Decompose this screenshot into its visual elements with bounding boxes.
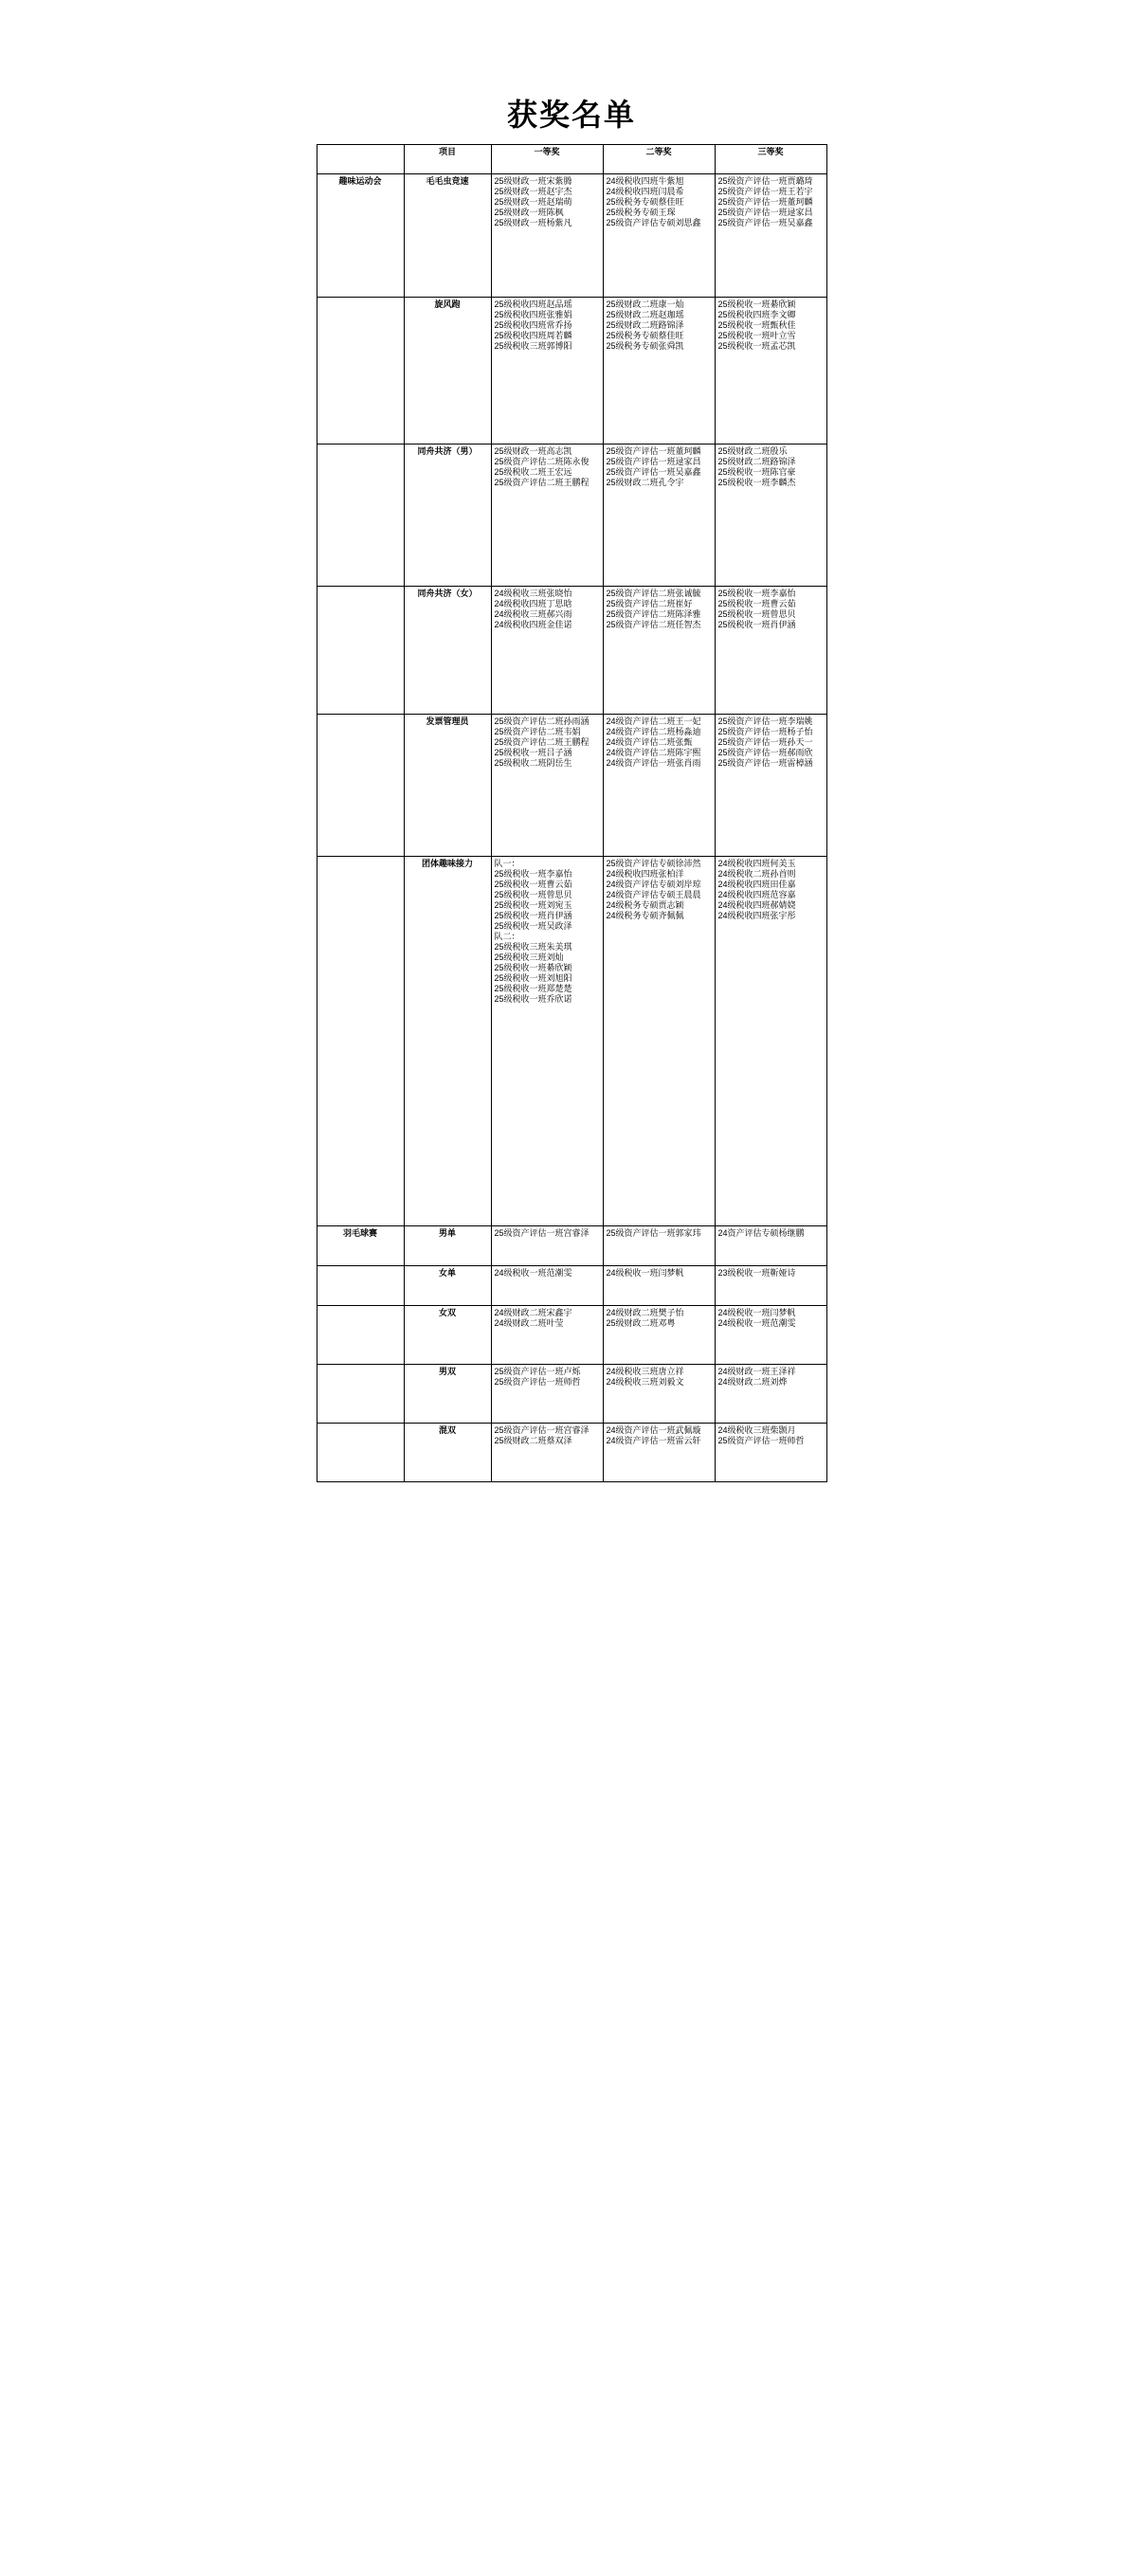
winner-name: 25级税收一班李嘉怡 [494, 868, 572, 879]
winner-name: 25级税收一班郑楚楚 [494, 983, 572, 993]
winner-name: 25级财政二班赵珈瑶 [606, 309, 684, 319]
cell-event: 女双 [404, 1306, 491, 1365]
cell-second-prize [603, 1424, 715, 1482]
winner-name: 25级税务专硕蔡佳旺 [606, 330, 684, 340]
winner-name: 队一： [494, 859, 520, 868]
cell-event: 同舟共济（男） [404, 444, 491, 587]
cell-second-prize [603, 1266, 715, 1306]
winner-name: 25级资产评估一班郝雨欣 [717, 747, 813, 757]
cell-third-prize [715, 715, 826, 857]
winner-name: 24级税收三班刘毅文 [606, 1376, 684, 1387]
winner-name: 24级税收四班金佳诺 [494, 619, 572, 629]
header-category [317, 145, 404, 174]
winner-name: 25级税收三班刘灿 [494, 952, 564, 962]
winner-name: 25级资产评估一班逯家昌 [606, 456, 701, 466]
winner-name: 24级税收三班柴颢月 [717, 1425, 796, 1435]
cell-event: 旋风跑 [404, 298, 491, 444]
winner-name: 25级税收一班刘旭阳 [494, 972, 572, 983]
winner-name: 24级财政二班叶莹 [494, 1317, 564, 1328]
winner-name: 25级财政一班杨紫凡 [494, 217, 572, 227]
cell-second-prize [603, 857, 715, 1226]
cell-first-prize [491, 444, 603, 587]
winner-name: 25级税收一班曾思贝 [494, 889, 572, 899]
winner-name: 25级资产评估一班孙天一 [717, 736, 813, 747]
document-page [0, 91, 1143, 2576]
cell-category [317, 1306, 404, 1365]
winner-name: 24级财政一班王泽祥 [717, 1367, 796, 1376]
winner-name: 24级税收四班张宇彤 [717, 910, 796, 920]
cell-category: 趣味运动会 [317, 174, 404, 298]
winner-name: 25级财政一班赵瑞萌 [494, 196, 572, 207]
winner-name: 25级财政二班路锦泽 [606, 319, 684, 330]
winner-name: 25级税收一班吴政泽 [494, 920, 572, 931]
table-row [317, 1306, 826, 1365]
winner-name: 23级税收一班靳娅诗 [717, 1268, 796, 1278]
page-title: 获奖名单 [506, 98, 636, 132]
winner-name: 25级资产评估一班逯家昌 [717, 207, 813, 217]
award-table [317, 144, 827, 1482]
header-second-prize: 二等奖 [603, 145, 715, 174]
winner-name: 24级税收一班范潮雯 [717, 1317, 796, 1328]
winner-name: 25级税收一班曹云茹 [717, 598, 796, 608]
table-row [317, 1365, 826, 1424]
winner-name: 25级资产评估二班王鹏程 [494, 736, 590, 747]
cell-third-prize [715, 1306, 826, 1365]
table-row [317, 715, 826, 857]
header-event: 项目 [404, 145, 491, 174]
cell-third-prize [715, 1226, 826, 1266]
winner-name: 24级资产评估二班陈宇熙 [606, 747, 701, 757]
winner-name: 24级税务专硕贾志颖 [606, 899, 684, 910]
winner-name: 24级税收一班闫梦帆 [717, 1308, 796, 1317]
cell-second-prize [603, 1306, 715, 1365]
winner-name: 25级税务专硕张舜凯 [606, 340, 684, 351]
cell-third-prize [715, 1266, 826, 1306]
table-row [317, 174, 826, 298]
cell-first-prize [491, 1365, 603, 1424]
winner-name: 25级资产评估一班宫睿泽 [494, 1228, 590, 1238]
winner-name: 24级资产评估二班张甄 [606, 736, 693, 747]
winner-name: 25级税收三班郭博阳 [494, 340, 572, 351]
winner-name: 25级税收一班陈官豪 [717, 466, 796, 477]
winner-name: 25级资产评估一班李瑞姚 [717, 717, 813, 726]
winner-name: 25级税收三班朱美琪 [494, 941, 572, 952]
cell-third-prize [715, 857, 826, 1226]
table-row [317, 1424, 826, 1482]
winner-name: 25级资产评估一班董珂麟 [717, 196, 813, 207]
winner-name: 25级资产评估二班崔好 [606, 598, 693, 608]
cell-event: 发票管理员 [404, 715, 491, 857]
cell-second-prize [603, 1365, 715, 1424]
winner-name: 25级税收一班孟芯凯 [717, 340, 796, 351]
winner-name: 25级资产评估一班雷樟涵 [717, 757, 813, 768]
winner-name: 25级税收一班肖伊涵 [717, 619, 796, 629]
winner-name: 25级资产评估二班孙雨涵 [494, 717, 590, 726]
cell-third-prize [715, 587, 826, 715]
winner-name: 25级资产评估一班吴嘉鑫 [717, 217, 813, 227]
winner-name: 25级资产评估专硕刘思鑫 [606, 217, 701, 227]
winner-name: 25级税收一班叶立雪 [717, 330, 796, 340]
winner-name: 24级税收四班郝婧娆 [717, 899, 796, 910]
cell-second-prize [603, 1226, 715, 1266]
cell-first-prize [491, 174, 603, 298]
winner-name: 24级税收四班田佳嘉 [717, 879, 796, 889]
winner-name: 24资产评估专硕杨继鹏 [717, 1228, 805, 1238]
winner-name: 25级资产评估一班师哲 [494, 1376, 581, 1387]
winner-name: 25级税收一班刘宛玉 [494, 899, 572, 910]
winner-name: 25级资产评估一班郭家玮 [606, 1228, 701, 1238]
cell-category [317, 1266, 404, 1306]
winner-name: 25级财政一班赵宇杰 [494, 186, 572, 196]
cell-event: 毛毛虫竞速 [404, 174, 491, 298]
winner-name: 24级税务专硕齐佩佩 [606, 910, 684, 920]
winner-name: 25级资产评估一班董珂麟 [606, 446, 701, 456]
winner-name: 24级税收二班孙首则 [717, 868, 796, 879]
winner-name: 24级财政二班刘烨 [717, 1376, 788, 1387]
cell-third-prize [715, 174, 826, 298]
cell-second-prize [603, 298, 715, 444]
cell-second-prize [603, 444, 715, 587]
winner-name: 25级资产评估一班杨子怡 [717, 726, 813, 736]
winner-name: 25级财政二班康一灿 [606, 299, 684, 309]
winner-name: 24级税收三班唐立祥 [606, 1367, 684, 1376]
winner-name: 24级税收一班闫梦帆 [606, 1268, 684, 1278]
winner-name: 25级资产评估二班陈泽雅 [606, 608, 701, 619]
winner-name: 24级税收三班张晓怡 [494, 589, 572, 598]
winner-name: 25级财政二班孔令宇 [606, 477, 684, 487]
cell-first-prize [491, 715, 603, 857]
header-first-prize: 一等奖 [491, 145, 603, 174]
winner-name: 25级财政二班路锦泽 [717, 456, 796, 466]
table-row [317, 298, 826, 444]
winner-name: 25级资产评估一班师哲 [717, 1435, 805, 1445]
winner-name: 24级财政二班樊子怡 [606, 1308, 684, 1317]
winner-name: 24级税收四班牛紫旭 [606, 176, 684, 186]
winner-name: 25级财政二班蔡双泽 [494, 1435, 572, 1445]
cell-category [317, 587, 404, 715]
winner-name: 24级资产评估一班张肖雨 [606, 757, 701, 768]
winner-name: 25级资产评估二班张诚毓 [606, 589, 701, 598]
cell-first-prize [491, 1306, 603, 1365]
cell-first-prize [491, 857, 603, 1226]
winner-name: 25级资产评估一班贾璐琦 [717, 176, 813, 186]
table-header-row [317, 145, 826, 174]
table-row [317, 857, 826, 1226]
winner-name: 25级税务专硕蔡佳旺 [606, 196, 684, 207]
table-row [317, 587, 826, 715]
cell-first-prize [491, 587, 603, 715]
winner-name: 25级税收一班曹云茹 [494, 879, 572, 889]
cell-first-prize [491, 298, 603, 444]
winner-name: 25级税收四班张雅娟 [494, 309, 572, 319]
winner-name: 25级税收一班曾思贝 [717, 608, 796, 619]
winner-name: 25级资产评估一班卢烁 [494, 1367, 581, 1376]
winner-name: 24级资产评估专硕刘岸琼 [606, 879, 701, 889]
cell-event: 混双 [404, 1424, 491, 1482]
winner-name: 24级资产评估一班雷云轩 [606, 1435, 701, 1445]
winner-name: 24级税收四班何美玉 [717, 859, 796, 868]
cell-first-prize [491, 1266, 603, 1306]
winner-name: 25级资产评估二班王鹏程 [494, 477, 590, 487]
table-row [317, 1266, 826, 1306]
cell-event: 同舟共济（女） [404, 587, 491, 715]
winner-name: 25级资产评估二班陈永俊 [494, 456, 590, 466]
cell-category: 羽毛球赛 [317, 1226, 404, 1266]
winner-name: 队二： [494, 931, 520, 941]
winner-name: 25级财政一班高志凯 [494, 446, 572, 456]
winner-name: 25级税收四班常乔扬 [494, 319, 572, 330]
winner-name: 24级资产评估二班王一妃 [606, 717, 701, 726]
cell-second-prize [603, 715, 715, 857]
winner-name: 24级资产评估二班杨淼迪 [606, 726, 701, 736]
winner-name: 25级税收一班李嘉怡 [717, 589, 796, 598]
winner-name: 25级财政一班陈枫 [494, 207, 564, 217]
winner-name: 25级税收一班吕子涵 [494, 747, 572, 757]
winner-name: 25级资产评估专硕徐沛然 [606, 859, 701, 868]
winner-name: 25级财政二班殷乐 [717, 446, 788, 456]
cell-third-prize [715, 444, 826, 587]
cell-first-prize [491, 1424, 603, 1482]
winner-name: 25级税收一班肖伊涵 [494, 910, 572, 920]
winner-name: 25级资产评估一班吴嘉鑫 [606, 466, 701, 477]
cell-category [317, 1365, 404, 1424]
winner-name: 25级财政二班邓粤 [606, 1317, 676, 1328]
table-body [317, 174, 826, 1482]
table-row [317, 444, 826, 587]
winner-name: 25级税收四班赵品瑶 [494, 299, 572, 309]
cell-third-prize [715, 1424, 826, 1482]
cell-event: 女单 [404, 1266, 491, 1306]
winner-name: 24级税收一班范潮雯 [494, 1268, 572, 1278]
cell-event: 团体趣味接力 [404, 857, 491, 1226]
cell-category [317, 1424, 404, 1482]
cell-category [317, 715, 404, 857]
winner-name: 25级税收二班阴岳生 [494, 757, 572, 768]
winner-name: 25级资产评估二班任智杰 [606, 619, 701, 629]
winner-name: 24级资产评估一班武佩璇 [606, 1425, 701, 1435]
cell-event: 男单 [404, 1226, 491, 1266]
winner-name: 25级财政一班宋紫腾 [494, 176, 572, 186]
winner-name: 25级税收四班周若麟 [494, 330, 572, 340]
cell-second-prize [603, 587, 715, 715]
cell-category [317, 444, 404, 587]
winner-name: 25级税收一班李麟杰 [717, 477, 796, 487]
winner-name: 25级税收一班綦欣颖 [494, 962, 572, 972]
winner-name: 25级税收一班甄秋佳 [717, 319, 796, 330]
winner-name: 25级税收四班李文卿 [717, 309, 796, 319]
cell-first-prize [491, 1226, 603, 1266]
cell-event: 男双 [404, 1365, 491, 1424]
winner-name: 24级税收四班丁思晗 [494, 598, 572, 608]
winner-name: 24级税收三班郝兴雨 [494, 608, 572, 619]
winner-name: 24级税收四班张柏洋 [606, 868, 684, 879]
winner-name: 25级税务专硕王琛 [606, 207, 676, 217]
table-header [317, 145, 826, 174]
winner-name: 24级财政二班宋鑫宇 [494, 1308, 572, 1317]
winner-name: 25级税收一班綦欣颖 [717, 299, 796, 309]
winner-name: 25级资产评估二班韦娟 [494, 726, 581, 736]
table-row [317, 1226, 826, 1266]
winner-name: 25级资产评估一班王若宇 [717, 186, 813, 196]
winner-name: 24级税收四班范容嘉 [717, 889, 796, 899]
winner-name: 24级税收四班闫晨希 [606, 186, 684, 196]
cell-third-prize [715, 1365, 826, 1424]
cell-third-prize [715, 298, 826, 444]
winner-name: 25级资产评估一班宫睿泽 [494, 1425, 590, 1435]
cell-second-prize [603, 174, 715, 298]
cell-category [317, 298, 404, 444]
header-third-prize: 三等奖 [715, 145, 826, 174]
cell-category [317, 857, 404, 1226]
winner-name: 25级税收一班乔欣诺 [494, 993, 572, 1004]
winner-name: 24级资产评估专硕王晨晨 [606, 889, 701, 899]
winner-name: 25级税收二班王宏远 [494, 466, 572, 477]
